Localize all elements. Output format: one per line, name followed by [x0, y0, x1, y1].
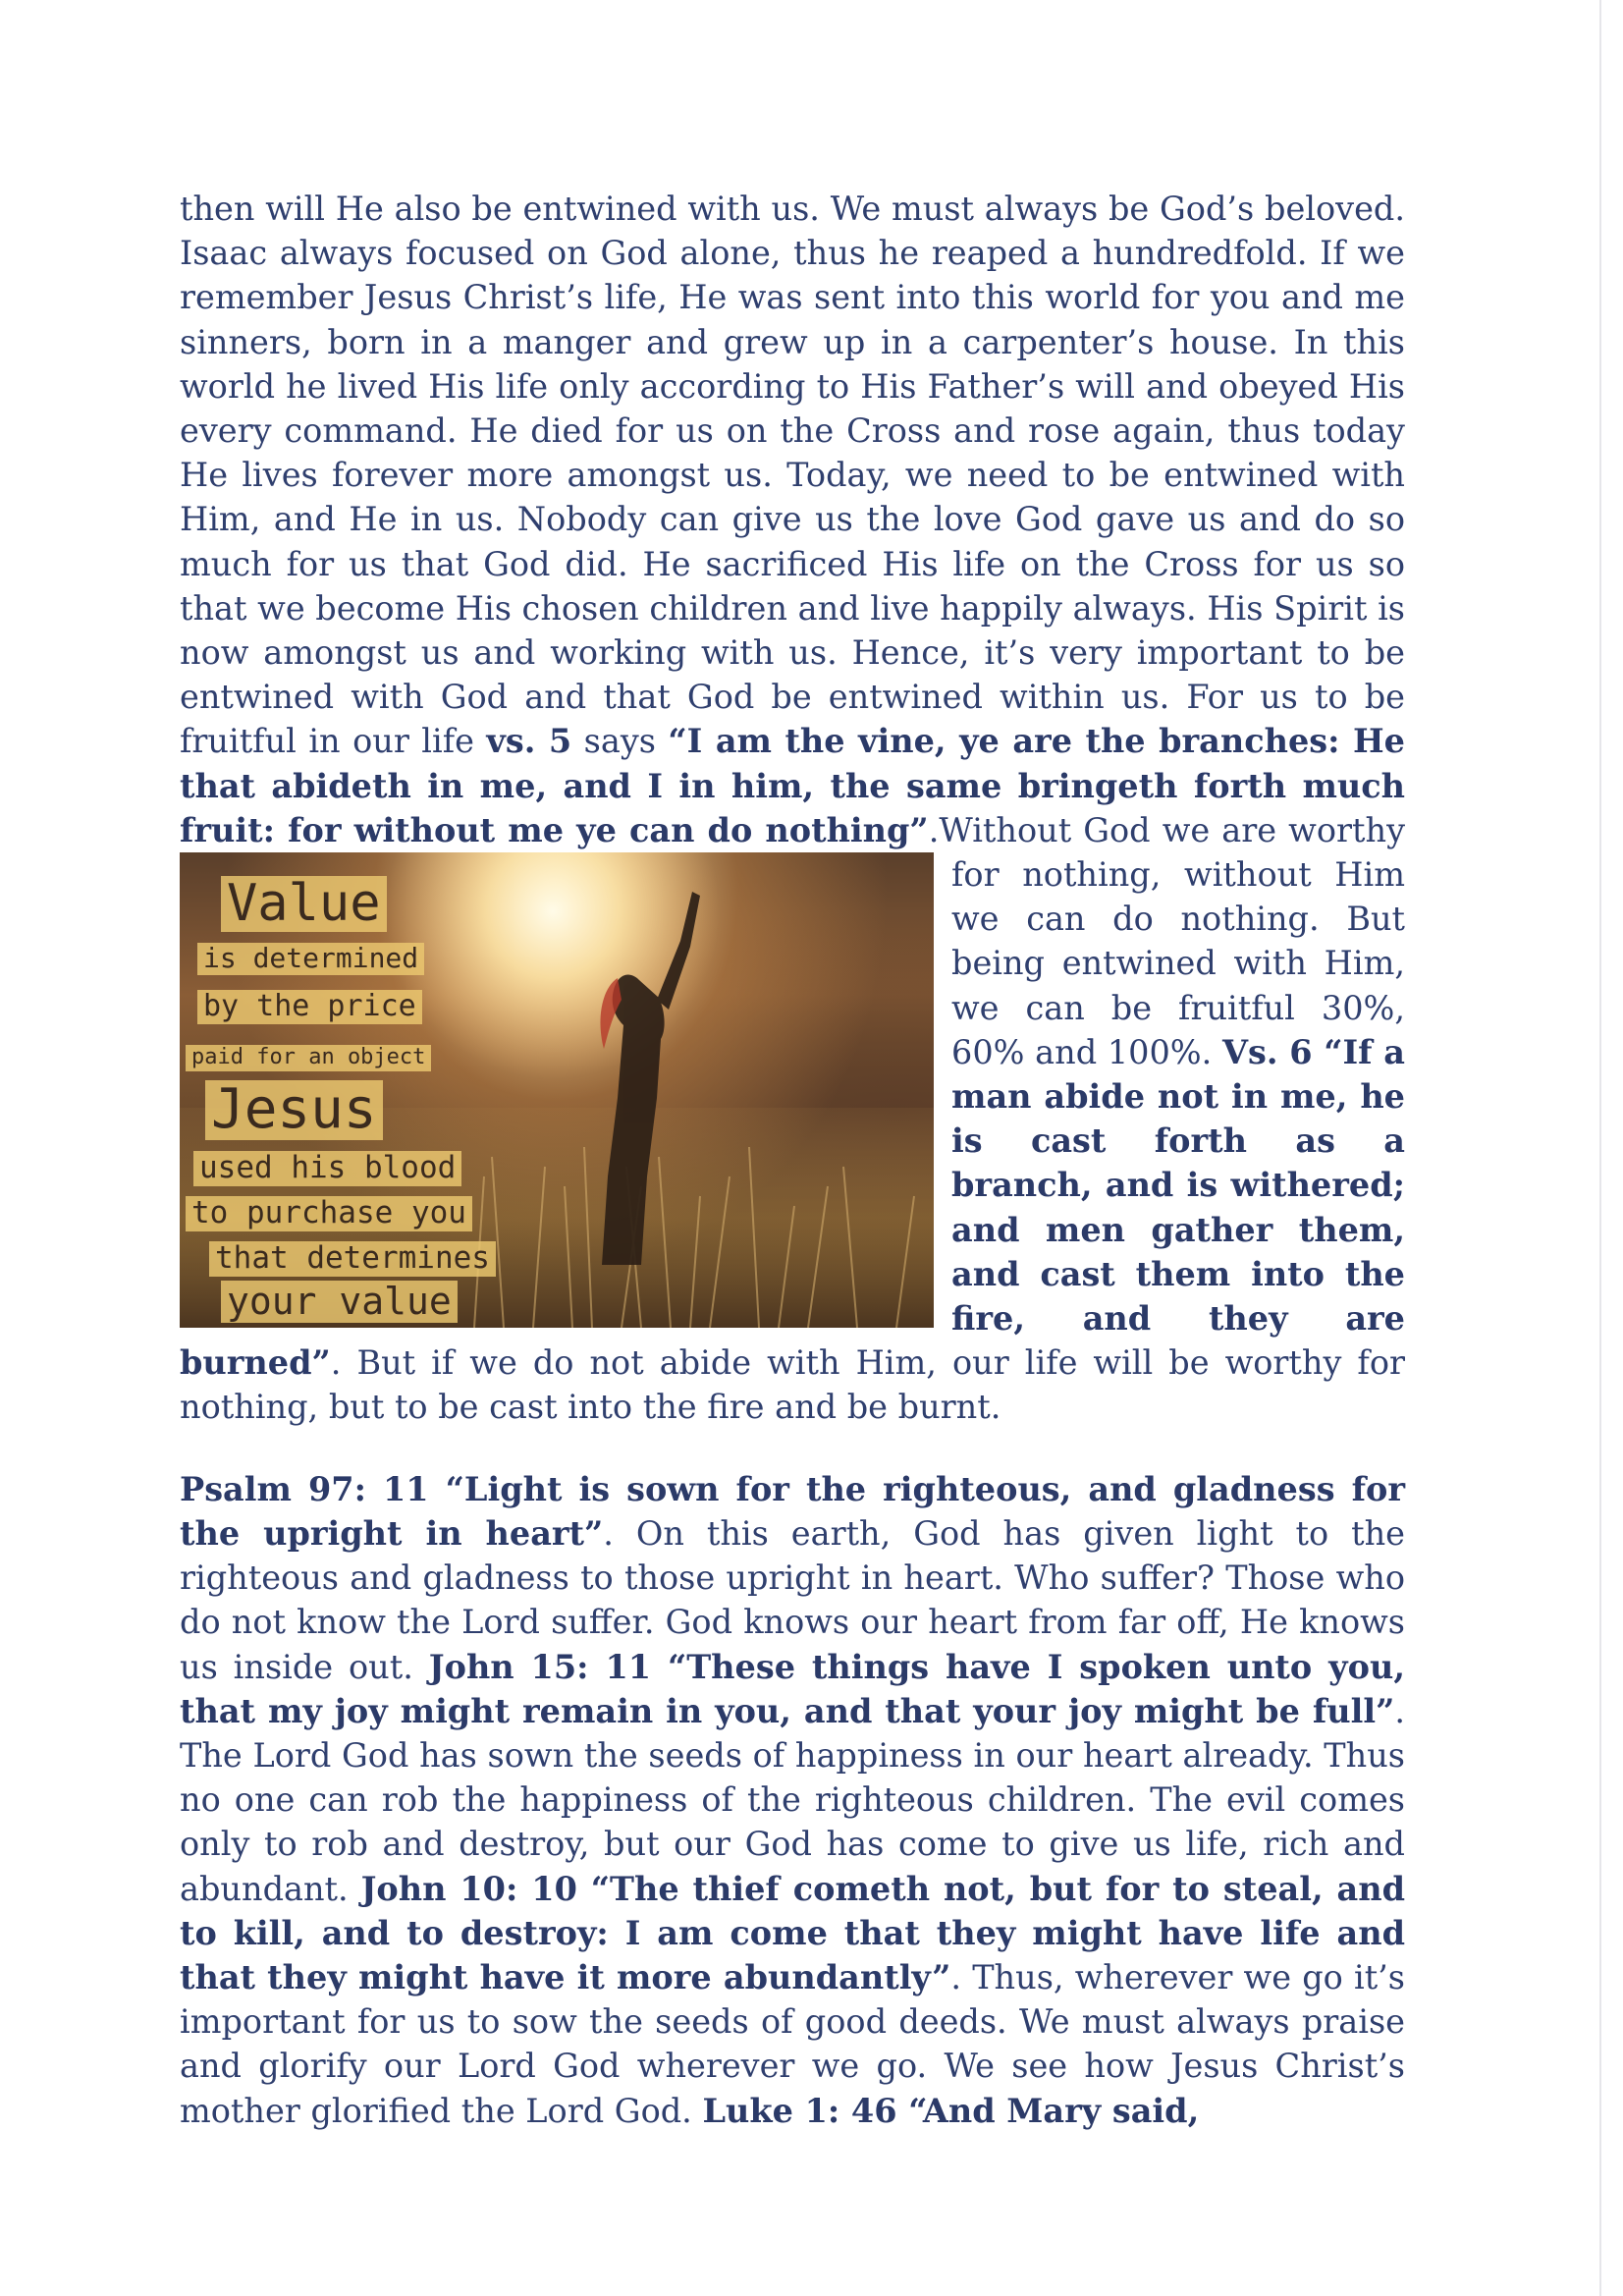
image-caption-line: Jesus: [205, 1080, 383, 1140]
image-caption-line: Value: [221, 876, 387, 932]
scripture-quote: Vs. 6 “If a man abide not in me, he is cast forth as a branch, and is withered; and men gather them, and cast them into the fire, and they are burned”: [180, 1032, 1405, 1383]
page-edge: [1599, 0, 1601, 2296]
text-run: .: [928, 810, 940, 849]
scripture-quote: “I am the vine, ye are the branches: He that abideth in me, and I in him, the same bringeth forth much fruit: for without me ye can do nothing”: [180, 722, 1405, 849]
scripture-quote: Luke 1: 46 “And Mary said,: [702, 2091, 1200, 2130]
text-run: . But if we do not abide with Him, our life will be worthy for nothing, but to be cast into the fire and be burnt.: [180, 1343, 1405, 1427]
paragraph-vine: [180, 187, 1405, 1430]
image-caption-line: is determined: [197, 943, 424, 975]
image-caption-line: used his blood: [193, 1151, 461, 1186]
scripture-quote: John 10: 10 “The thief cometh not, but for to steal, and to kill, and to destroy: I am come that they might have life and that they might have it more abundantly”: [180, 1869, 1405, 1996]
text-run: Without God we are worthy for nothing, without Him we can do nothing. But being entwined with Him, we can be fruitful 30%, 60% and 100%.: [939, 810, 1405, 1071]
image-caption-line: your value: [221, 1281, 458, 1323]
paragraph-psalm: [180, 1467, 1405, 2133]
image-caption-line: by the price: [197, 990, 422, 1024]
scripture-ref: vs. 5: [486, 722, 572, 761]
document-body: [180, 187, 1405, 2133]
text-run: . The Lord God has sown the seeds of happiness in our heart already. Thus no one can rob the happiness of the righteous children. The evil comes only to rob and destroy, but our God has come to give us life, rich and abundant.: [180, 1691, 1405, 1908]
image-caption-line: that determines: [209, 1241, 496, 1277]
inspirational-image: [180, 852, 934, 1328]
scripture-quote: Psalm 97: 11 “Light is sown for the righteous, and gladness for the upright in heart”: [180, 1469, 1405, 1553]
image-caption-line: to purchase you: [186, 1196, 472, 1231]
text-run: . On this earth, God has given light to the righteous and gladness to those upright in heart. Who suffer? Those who do not know the Lord suffer. God knows our heart from far off, He knows us inside out.: [180, 1513, 1405, 1686]
text-run: . Thus, wherever we go it’s important for us to sow the seeds of good deeds. We must always praise and glorify our Lord God wherever we go. We see how Jesus Christ’s mother glorified the Lord God.: [180, 1957, 1405, 2130]
image-caption-line: paid for an object: [186, 1045, 431, 1071]
text-run: then will He also be entwined with us. We must always be God’s beloved. Isaac always focused on God alone, thus he reaped a hundredfold. If we remember Jesus Christ’s life, He was sent into this world for you and me sinners, born in a manger and grew up in a carpenter’s house. In this world he lived His life only according to His Father’s will and obeyed His every command. He died for us on the Cross and rose again, thus today He lives forever more amongst us. Today, we need to be entwined with Him, and He in us. Nobody can give us the love God gave us and do so much for us that God did. He sacrificed His life on the Cross for us so that we become His chosen children and live happily always. His Spirit is now amongst us and working with us. Hence, it’s very important to be entwined with God and that God be entwined within us. For us to be fruitful in our life: [180, 190, 1405, 761]
text-run: says: [571, 722, 669, 761]
scripture-quote: John 15: 11 “These things have I spoken unto you, that my joy might remain in you, and that your joy might be full”: [180, 1647, 1405, 1730]
